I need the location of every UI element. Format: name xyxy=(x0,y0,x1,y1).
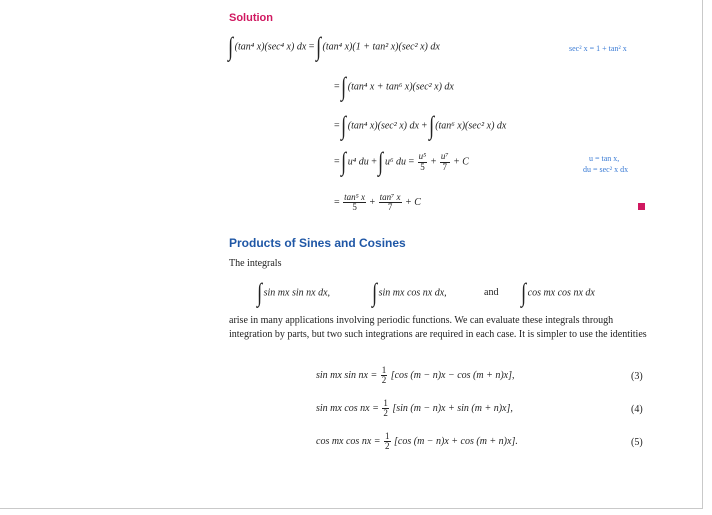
equation-line-1: ∫ (tan⁴ x)(sec⁴ x) dx = ∫ (tan⁴ x)(1 + tan² x)(sec² x) dx xyxy=(228,32,440,61)
integral-sign: ∫ xyxy=(228,32,234,61)
integral-2: ∫ sin mx cos nx dx, xyxy=(372,278,447,307)
solution-heading: Solution xyxy=(229,12,273,24)
integral-sign: ∫ xyxy=(521,278,527,307)
identity-5: cos mx cos nx = $\frac{1}{2}$ [cos (m − n)x + cos (m + n)x]. xyxy=(316,431,518,452)
body-paragraph: arise in many applications involving periodic functions. We can evaluate these integrals through integration by parts, but two such integrations are required in each case. It is simpler to use the identities xyxy=(229,315,647,340)
integrand: u⁶ du xyxy=(385,156,406,168)
substitution-note-2: du = sec² x dx xyxy=(583,165,629,174)
fraction: $\frac{\text{tan⁵ x}}{5}$ xyxy=(344,192,366,213)
fraction-half: $\frac{1}{2}$ xyxy=(385,431,390,452)
equation-line-4: = ∫ u⁴ du + ∫ u⁶ du = $\frac{\text{u⁵}}{5}$ + $\frac{\text{u⁷}}{7}$ + C xyxy=(334,147,469,176)
equation-line-2: = ∫ (tan⁴ x + tan⁶ x)(sec² x) dx xyxy=(334,72,454,101)
integral-sign: ∫ xyxy=(341,72,347,101)
identity-3: sin mx sin nx = $\frac{1}{2}$ [cos (m − n)x − cos (m + n)x], xyxy=(316,365,515,386)
integrand: (tan⁴ x + tan⁶ x)(sec² x) dx xyxy=(347,81,454,93)
fraction-half: $\frac{1}{2}$ xyxy=(381,365,387,386)
equation-number: (3) xyxy=(631,371,643,382)
integral-sign: ∫ xyxy=(378,147,384,176)
integral-sign: ∫ xyxy=(257,278,263,307)
integrand: (tan⁶ x)(sec² x) dx xyxy=(435,120,507,132)
fraction: $\frac{\text{u⁵}}{5}$ xyxy=(418,151,427,172)
integral-sign: ∫ xyxy=(341,147,347,176)
integral-sign: ∫ xyxy=(428,111,434,140)
equation-line-5: = $\frac{\text{tan⁵ x}}{5}$ + $\frac{\text{tan⁷ x}}{7}$ + C xyxy=(334,192,421,213)
equation-line-3: = ∫ (tan⁴ x)(sec² x) dx + ∫ (tan⁶ x)(sec² x) dx xyxy=(334,111,507,140)
integral-sign: ∫ xyxy=(315,32,321,61)
fraction: $\frac{\text{u⁷}}{7}$ xyxy=(440,151,449,172)
fraction-half: $\frac{1}{2}$ xyxy=(383,398,388,419)
integrand: u⁴ du xyxy=(347,156,369,168)
equation-number: (4) xyxy=(631,404,643,415)
integrand: (tan⁴ x)(sec² x) dx xyxy=(347,120,419,132)
constant: + C xyxy=(453,156,469,168)
integral-sign: ∫ xyxy=(372,278,378,307)
identity-note: sec² x = 1 + tan² x xyxy=(569,44,627,53)
integrand: (tan⁴ x)(sec⁴ x) dx xyxy=(234,41,307,53)
constant: + C xyxy=(405,197,421,209)
section-title: Products of Sines and Cosines xyxy=(229,236,406,250)
integral-sign: ∫ xyxy=(341,111,347,140)
fraction: $\frac{\text{tan⁷ x}}{7}$ xyxy=(379,192,401,213)
intro-text: The integrals xyxy=(229,258,282,269)
integral-1: ∫ sin mx sin nx dx, xyxy=(257,278,331,307)
substitution-note-1: u = tan x, xyxy=(589,154,620,163)
end-of-proof-square xyxy=(638,203,645,210)
integral-3: ∫ cos mx cos nx dx xyxy=(521,278,595,307)
equation-number: (5) xyxy=(631,437,643,448)
and-word: and xyxy=(484,287,499,298)
integrand: (tan⁴ x)(1 + tan² x)(sec² x) dx xyxy=(322,41,440,53)
identity-4: sin mx cos nx = $\frac{1}{2}$ [sin (m − n)x + sin (m + n)x], xyxy=(316,398,513,419)
